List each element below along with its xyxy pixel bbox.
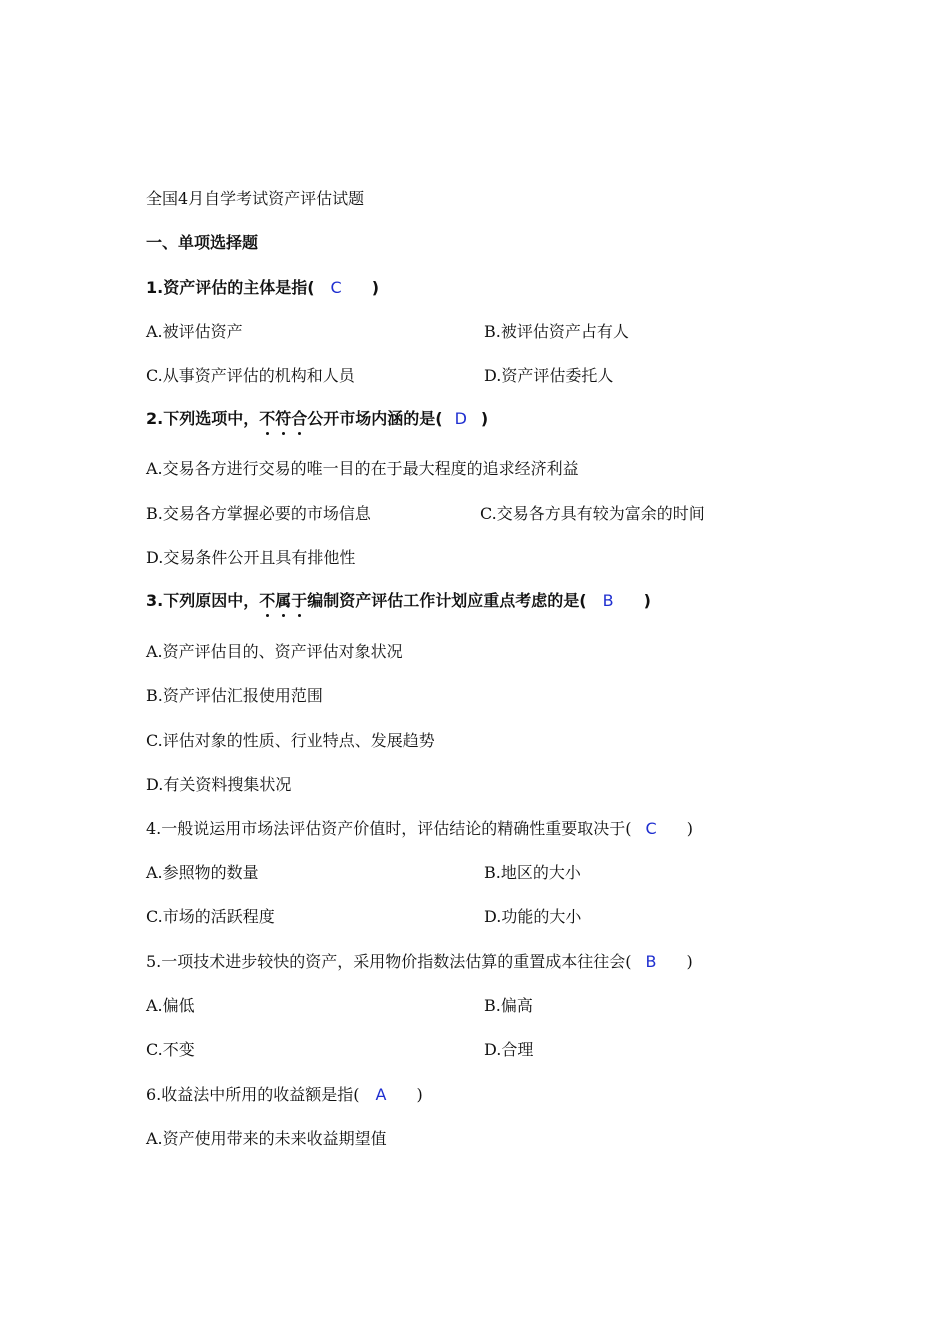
answer-letter: C xyxy=(330,278,342,297)
option-d: D.功能的大小 xyxy=(484,907,582,926)
close-paren: ) xyxy=(480,409,489,428)
option-a: A.偏低 xyxy=(146,996,195,1015)
question-stem: 5.一项技术进步较快的资产，采用物价指数法估算的重置成本往往会( xyxy=(146,952,632,971)
question-stem: 3.下列原因中， xyxy=(146,591,260,610)
question-3 xyxy=(146,591,651,611)
answer-letter: B xyxy=(645,952,657,971)
question-stem: 1.资产评估的主体是指( xyxy=(146,278,315,297)
question-stem: 4.一般说运用市场法评估资产价值时，评估结论的精确性重要取决于( xyxy=(146,819,632,838)
emphasis-char: 不 xyxy=(259,409,276,428)
answer-letter: D xyxy=(454,409,467,428)
close-paren: ) xyxy=(371,278,380,297)
option-a: A.交易各方进行交易的唯一目的在于最大程度的追求经济利益 xyxy=(146,459,579,478)
option-a: A.参照物的数量 xyxy=(146,863,259,882)
option-d: D.合理 xyxy=(484,1040,534,1059)
question-1 xyxy=(146,278,379,298)
question-2 xyxy=(146,409,488,429)
close-paren: ) xyxy=(416,1085,423,1104)
close-paren: ) xyxy=(686,819,693,838)
close-paren: ) xyxy=(686,952,693,971)
emphasis-char: 符 xyxy=(275,409,292,428)
question-stem: 2.下列选项中， xyxy=(146,409,260,428)
emphasis-char: 不 xyxy=(259,591,276,610)
option-b: B.交易各方掌握必要的市场信息 xyxy=(146,504,371,523)
question-6 xyxy=(146,1085,423,1105)
document-title: 全国4月自学考试资产评估试题 xyxy=(146,189,365,208)
question-stem-rest: 公开市场内涵的是( xyxy=(307,409,443,428)
answer-letter: A xyxy=(375,1085,387,1104)
question-stem-rest: 编制资产评估工作计划应重点考虑的是( xyxy=(307,591,587,610)
option-b: B.地区的大小 xyxy=(484,863,581,882)
option-c: C.不变 xyxy=(146,1040,195,1059)
option-b: B.被评估资产占有人 xyxy=(484,322,629,341)
emphasis-char: 合 xyxy=(291,409,308,428)
answer-letter: C xyxy=(645,819,657,838)
question-4 xyxy=(146,819,693,839)
option-d: D.交易条件公开且具有排他性 xyxy=(146,548,356,567)
question-5 xyxy=(146,952,693,972)
option-a: A.资产评估目的、资产评估对象状况 xyxy=(146,642,403,661)
option-b: B.偏高 xyxy=(484,996,533,1015)
question-stem: 6.收益法中所用的收益额是指( xyxy=(146,1085,360,1104)
option-c: C.交易各方具有较为富余的时间 xyxy=(480,504,705,523)
answer-letter: B xyxy=(602,591,614,610)
option-d: D.有关资料搜集状况 xyxy=(146,775,292,794)
option-a: A.资产使用带来的未来收益期望值 xyxy=(146,1129,387,1148)
option-c: C.评估对象的性质、行业特点、发展趋势 xyxy=(146,731,435,750)
emphasis-char: 属 xyxy=(275,591,292,610)
option-c: C.从事资产评估的机构和人员 xyxy=(146,366,355,385)
option-a: A.被评估资产 xyxy=(146,322,243,341)
option-c: C.市场的活跃程度 xyxy=(146,907,275,926)
emphasis-char: 于 xyxy=(291,591,308,610)
option-b: B.资产评估汇报使用范围 xyxy=(146,686,323,705)
section-heading: 一、单项选择题 xyxy=(146,233,259,252)
option-d: D.资产评估委托人 xyxy=(484,366,614,385)
close-paren: ) xyxy=(643,591,651,610)
